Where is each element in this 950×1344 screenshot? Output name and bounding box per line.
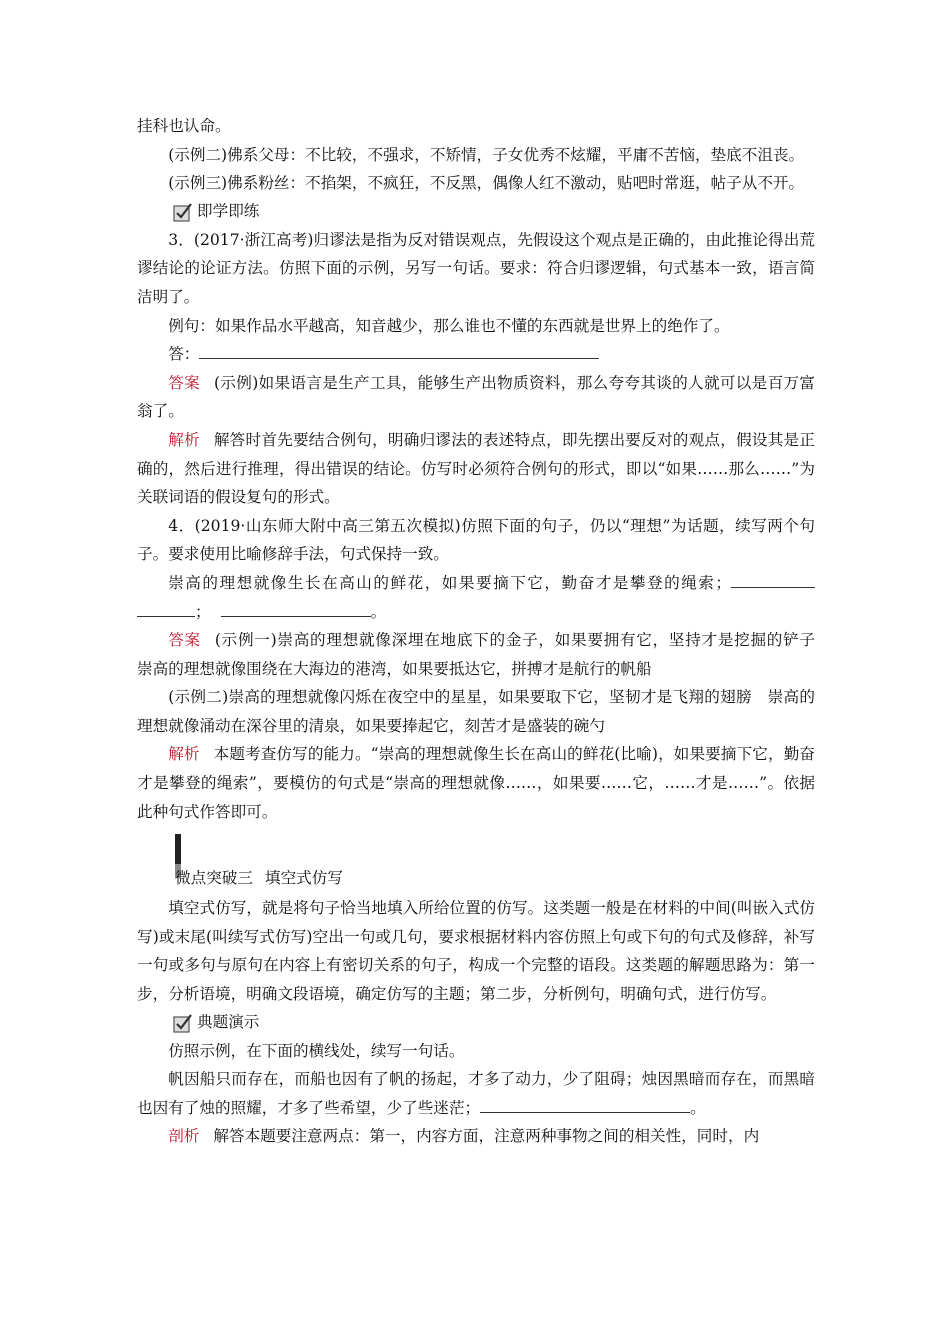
section-label-demo [137, 1009, 815, 1037]
document-page [137, 112, 831, 1151]
question-3: 3．(2017·浙江高考)归谬法是指为反对错误观点，先假设这个观点是正确的，由此推论得出荒谬结论的论证方法。仿照下面的示例，另写一句话。要求：符合归谬逻辑，句式基本一致，语言简洁明了。 [137, 230, 815, 306]
section-label-practice [137, 198, 815, 226]
checkbox-icon [173, 202, 193, 222]
paragraph: (示例二)佛系父母：不比较，不强求，不矫情，子女优秀不炫耀，平庸不苦恼，垫底不沮丧。 [168, 145, 805, 164]
heading-text [175, 864, 355, 893]
fill-blank [480, 1094, 690, 1113]
analysis-paragraph [137, 426, 815, 512]
demo-sentence: 帆因船只而存在，而船也因有了帆的扬起，才多了动力，少了阻碍；烛因黑暗而存在，而黑暗也因有了烛的照耀，才多了些希望，少了些迷茫； [137, 1070, 815, 1117]
paragraph: (示例三)佛系粉丝：不掐架，不疯狂，不反黑，偶像人红不激动，贴吧时常逛，帖子从不开。 [168, 174, 805, 193]
fill-blank [137, 598, 195, 617]
question-4: 4．(2019·山东师大附中高三第五次模拟)仿照下面的句子，仍以“理想”为话题，续写两个句子。要求使用比喻修辞手法，句式保持一致。 [137, 516, 815, 564]
answer-paragraph: (示例二)崇高的理想就像闪烁在夜空中的星星，如果要取下它，坚韧才是飞翔的翅膀 崇高的理想就像涌动在深谷里的清泉，如果要捧起它，刻苦才是盛装的碗勺 [137, 688, 815, 735]
heading-number: 微点突破三 [175, 869, 253, 888]
separator: ； [195, 602, 211, 621]
demo-question: 仿照示例，在下面的横线处，续写一句话。 [168, 1041, 465, 1060]
answer-prefix: 答： [168, 345, 200, 364]
sentence-end: 。 [690, 1098, 706, 1117]
answer-label: 答案 [168, 631, 201, 650]
section-title: 典题演示 [197, 1013, 260, 1032]
analysis-text: 本题考查仿写的能力。“崇高的理想就像生长在高山的鲜花(比喻)，如果要摘下它，勤奋才是攀登的绳索”，要模仿的句式是“崇高的理想就像……，如果要……它，……才是……”。依据此种句式作答即可。 [137, 745, 815, 821]
answer-text: (示例)如果语言是生产工具，能够生产出物质资料，那么夸夸其谈的人就可以是百万富翁了。 [137, 373, 815, 421]
example-sentence: 例句：如果作品水平越高，知音越少，那么谁也不懂的东西就是世界上的绝作了。 [168, 316, 730, 335]
answer-line [137, 340, 815, 369]
example-text: 崇高的理想就像生长在高山的鲜花，如果要摘下它，勤奋才是攀登的绳索； [168, 573, 731, 592]
section-heading [137, 834, 815, 894]
answer-label: 答案 [168, 373, 200, 392]
analysis-label: 剖析 [168, 1127, 200, 1146]
fill-blank [731, 569, 815, 588]
intro-paragraph: 填空式仿写，就是将句子恰当地填入所给位置的仿写。这类题一般是在材料的中间(叫嵌入式仿写)或末尾(叫续写式仿写)空出一句或几句，要求根据材料内容仿照上句或下句的句式及修辞，补写一句或多句与原句在内容上有密切关系的句子，构成一个完整的语段。这类题的解题思路为：第一步，分析语境，明确文段语境，确定仿写的主题；第二步，分析例句，明确句式，进行仿写。 [137, 899, 815, 1004]
section-title: 即学即练 [197, 202, 260, 221]
analysis-paragraph [137, 740, 815, 826]
fill-blank [221, 598, 371, 617]
answer-text: (示例一)崇高的理想就像深埋在地底下的金子，如果要拥有它，坚持才是挖掘的铲子 崇高的理想就像围绕在大海边的港湾，如果要抵达它，拼搏才是航行的帆船 [137, 631, 831, 678]
demo-text [137, 1065, 815, 1122]
analysis-text: 解答本题要注意两点：第一，内容方面，注意两种事物之间的相关性，同时，内 [213, 1127, 760, 1146]
heading-title: 填空式仿写 [264, 869, 343, 888]
sentence-end: 。 [370, 602, 387, 621]
analysis-label: 解析 [168, 430, 200, 449]
example-sentence [137, 569, 815, 626]
analysis-label: 解析 [168, 745, 200, 764]
demo-analysis [137, 1122, 815, 1151]
answer-paragraph [137, 369, 815, 426]
analysis-text: 解答时首先要结合例句，明确归谬法的表述特点，即先摆出要反对的观点，假设其是正确的，然后进行推理，得出错误的结论。仿写时必须符合例句的形式，即以“如果……那么……”为关联词语的假设复句的形式。 [137, 430, 815, 507]
paragraph: 挂科也认命。 [137, 117, 231, 135]
checkbox-icon [173, 1013, 193, 1033]
answer-paragraph [137, 626, 831, 683]
answer-blank [199, 340, 599, 359]
